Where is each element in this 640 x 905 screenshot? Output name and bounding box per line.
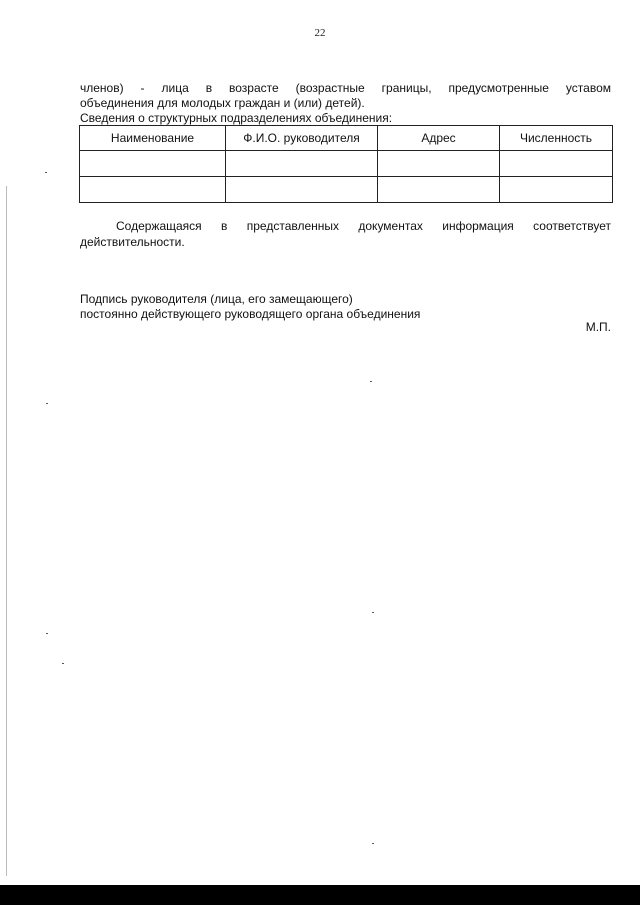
- intro-text-line-1: членов) - лица в возрасте (возрастные границы, предусмотренные уставом: [80, 81, 611, 95]
- table-cell: [500, 151, 613, 177]
- scan-edge-line: [6, 186, 7, 876]
- column-header-headcount: Численность: [500, 126, 613, 151]
- table-cell: [80, 151, 226, 177]
- signature-caption-line-1: Подпись руководителя (лица, его замещающего): [80, 292, 353, 306]
- column-header-head-fullname: Ф.И.О. руководителя: [226, 126, 378, 151]
- divisions-table: [79, 125, 613, 203]
- stamp-place-label: М.П.: [585, 320, 611, 334]
- scan-speck: [62, 663, 64, 664]
- divisions-heading: Сведения о структурных подразделениях объединения:: [80, 111, 393, 125]
- column-header-address: Адрес: [378, 126, 500, 151]
- table-cell: [500, 177, 613, 203]
- table-row: [80, 151, 613, 177]
- scan-speck: [372, 612, 374, 613]
- table-cell: [378, 177, 500, 203]
- table-cell: [80, 177, 226, 203]
- statement-line-1: Содержащаяся в представленных документах информация соответствует: [116, 219, 611, 233]
- accuracy-statement: [80, 218, 611, 250]
- page-number: 22: [314, 27, 326, 39]
- scan-bottom-border: [0, 885, 640, 905]
- table-header-row: [80, 126, 613, 151]
- scan-speck: [370, 381, 372, 382]
- statement-line-2: действительности.: [80, 235, 185, 249]
- scan-speck: [46, 403, 48, 404]
- column-header-name: Наименование: [80, 126, 226, 151]
- table-cell: [226, 151, 378, 177]
- table-cell: [226, 177, 378, 203]
- intro-text-line-2: объединения для молодых граждан и (или) детей).: [80, 96, 365, 110]
- scan-speck: [372, 843, 374, 844]
- signature-caption-line-2: постоянно действующего руководящего органа объединения: [80, 307, 421, 321]
- table-cell: [378, 151, 500, 177]
- scan-speck: [45, 172, 47, 173]
- table-row: [80, 177, 613, 203]
- scan-speck: [46, 633, 48, 634]
